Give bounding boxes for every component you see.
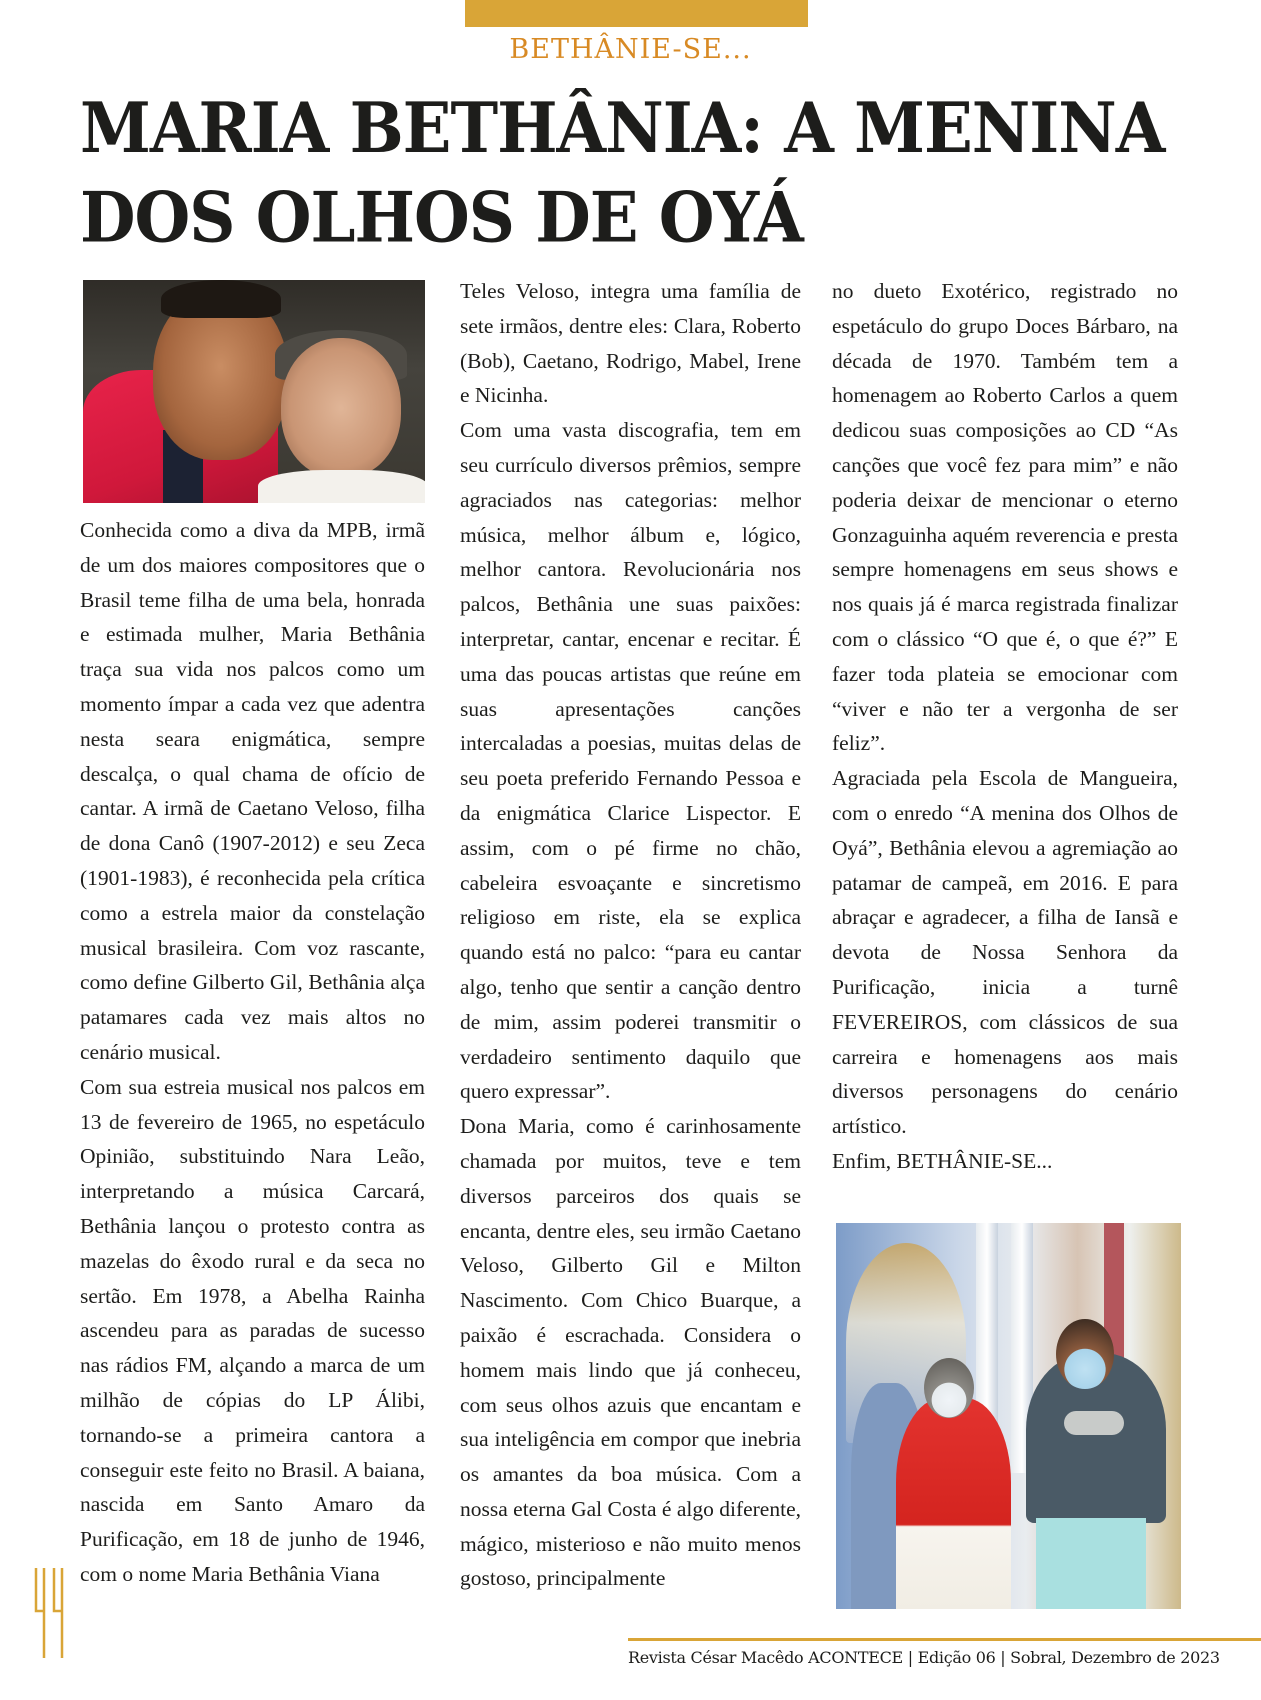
article-column-3 — [832, 274, 1178, 1179]
article-headline — [80, 84, 1200, 264]
paragraph: no dueto Exotérico, registrado no espetáculo do grupo Doces Bárbaro, na década de 1970. Também tem a homenagem ao Roberto Carlos a quem dedicou suas composições ao CD “As canções que você fez para mim” e não poderia deixar de mencionar o eterno Gonzaguinha aquém reverencia e presta sempre homenagens em seus shows e nos quais já é marca registrada finalizar com o clássico “O que é, o que é?” E fazer toda plateia se emocionar com “viver e não ter a vergonha de ser feliz”. — [832, 279, 1178, 756]
article-column-2 — [460, 274, 801, 1596]
paragraph: Dona Maria, como é carinhosamente chamada por muitos, teve e tem diversos parceiros dos quais se encanta, dentre eles, seu irmão Caetano Veloso, Gilberto Gil e Milton Nascimento. Com Chico Buarque, a paixão é escrachada. Considera o homem mais lindo que já conheceu, com seus olhos azuis que encantam e sua inteligência em compor que inebria os amantes da boa música. Com a nossa eterna Gal Costa é algo diferente, mágico, misterioso e não muito menos gostoso, principalmente — [460, 1114, 801, 1591]
footer-rule — [628, 1638, 1261, 1641]
photo-shape — [281, 338, 401, 478]
digit-4-first — [36, 1568, 44, 1658]
photo-shape — [1056, 1319, 1114, 1389]
closing-line: Enfim, BETHÂNIE-SE... — [832, 1148, 1053, 1173]
headline-line-2: DOS OLHOS DE OYÁ — [80, 178, 803, 260]
photo-shape — [1036, 1518, 1146, 1609]
photo-man-with-bethania — [83, 280, 425, 503]
headline-line-1: MARIA BETHÂNIA: A MENINA — [80, 88, 1165, 170]
photo-shape — [896, 1398, 1011, 1609]
paragraph: Com sua estreia musical nos palcos em 13 de fevereiro de 1965, no espetáculo Opinião, substituindo Nara Leão, interpretando a música Carcará, Bethânia lançou o protesto contra as mazelas do êxodo rural e da seca no sertão. Em 1978, a Abelha Rainha ascendeu para as paradas de sucesso nas rádios FM, alçando a marca de um milhão de cópias do LP Álibi, tornando-se a primeira cantora a conseguir este feito no Brasil. A baiana, nascida em Santo Amaro da Purificação, em 18 de junho de 1946, com o nome Maria Bethânia Viana — [80, 1074, 425, 1586]
photo-shape — [924, 1358, 974, 1418]
section-kicker: BETHÂNIE-SE... — [509, 34, 752, 65]
top-accent-bar — [465, 0, 808, 27]
photo-bethania-in-church — [836, 1223, 1181, 1609]
article-column-1 — [80, 513, 425, 1592]
paragraph: Teles Veloso, integra uma família de sete irmãos, dentre eles: Clara, Roberto (Bob), Caetano, Rodrigo, Mabel, Irene e Nicinha. — [460, 279, 801, 408]
paragraph: Conhecida como a diva da MPB, irmã de um dos maiores compositores que o Brasil teme filha de uma bela, honrada e estimada mulher, Maria Bethânia traça sua vida nos palcos como um momento ímpar a cada vez que adentra nesta seara enigmática, sempre descalça, o qual chama de ofício de cantar. A irmã de Caetano Veloso, filha de dona Canô (1907-2012) e seu Zeca (1901-1983), é reconhecida pela crítica como a estrela maior da constelação musical brasileira. Com voz rascante, como define Gilberto Gil, Bethânia alça patamares cada vez mais altos no cenário musical. — [80, 518, 425, 1064]
paragraph: Agraciada pela Escola de Mangueira, com o enredo “A menina dos Olhos de Oyá”, Bethânia elevou a agremiação ao patamar de campeã, em 2016. E para abraçar e agradecer, a filha de Iansã e devota de Nossa Senhora da Purificação, inicia a turnê FEVEREIROS, com clássicos de sua carreira e homenagens aos mais diversos personagens do cenário artístico. — [832, 766, 1178, 1139]
page-number — [25, 1566, 65, 1658]
page-number-glyphs — [36, 1568, 62, 1658]
footer-publication-info: Revista César Macêdo ACONTECE | Edição 06 | Sobral, Dezembro de 2023 — [628, 1648, 1220, 1667]
photo-shape — [258, 470, 425, 503]
digit-4-second — [54, 1568, 62, 1658]
paragraph: Com uma vasta discografia, tem em seu currículo diversos prêmios, sempre agraciados nas categorias: melhor música, melhor álbum e, lógico, melhor cantora. Revolucionária nos palcos, Bethânia une suas paixões: interpretar, cantar, encenar e recitar. É uma das poucas artistas que reúne em suas apresentações canções intercaladas a poesias, muitas delas de seu poeta preferido Fernando Pessoa e da enigmática Clarice Lispector. E assim, com o pé firme no chão, cabeleira esvoaçante e sincretismo religioso em riste, ela se explica quando está no palco: “para eu cantar algo, tenho que sentir a canção dentro de mim, assim poderei transmitir o verdadeiro sentimento daquilo que quero expressar”. — [460, 418, 801, 1104]
photo-shape — [1064, 1411, 1124, 1435]
photo-shape — [161, 280, 281, 318]
